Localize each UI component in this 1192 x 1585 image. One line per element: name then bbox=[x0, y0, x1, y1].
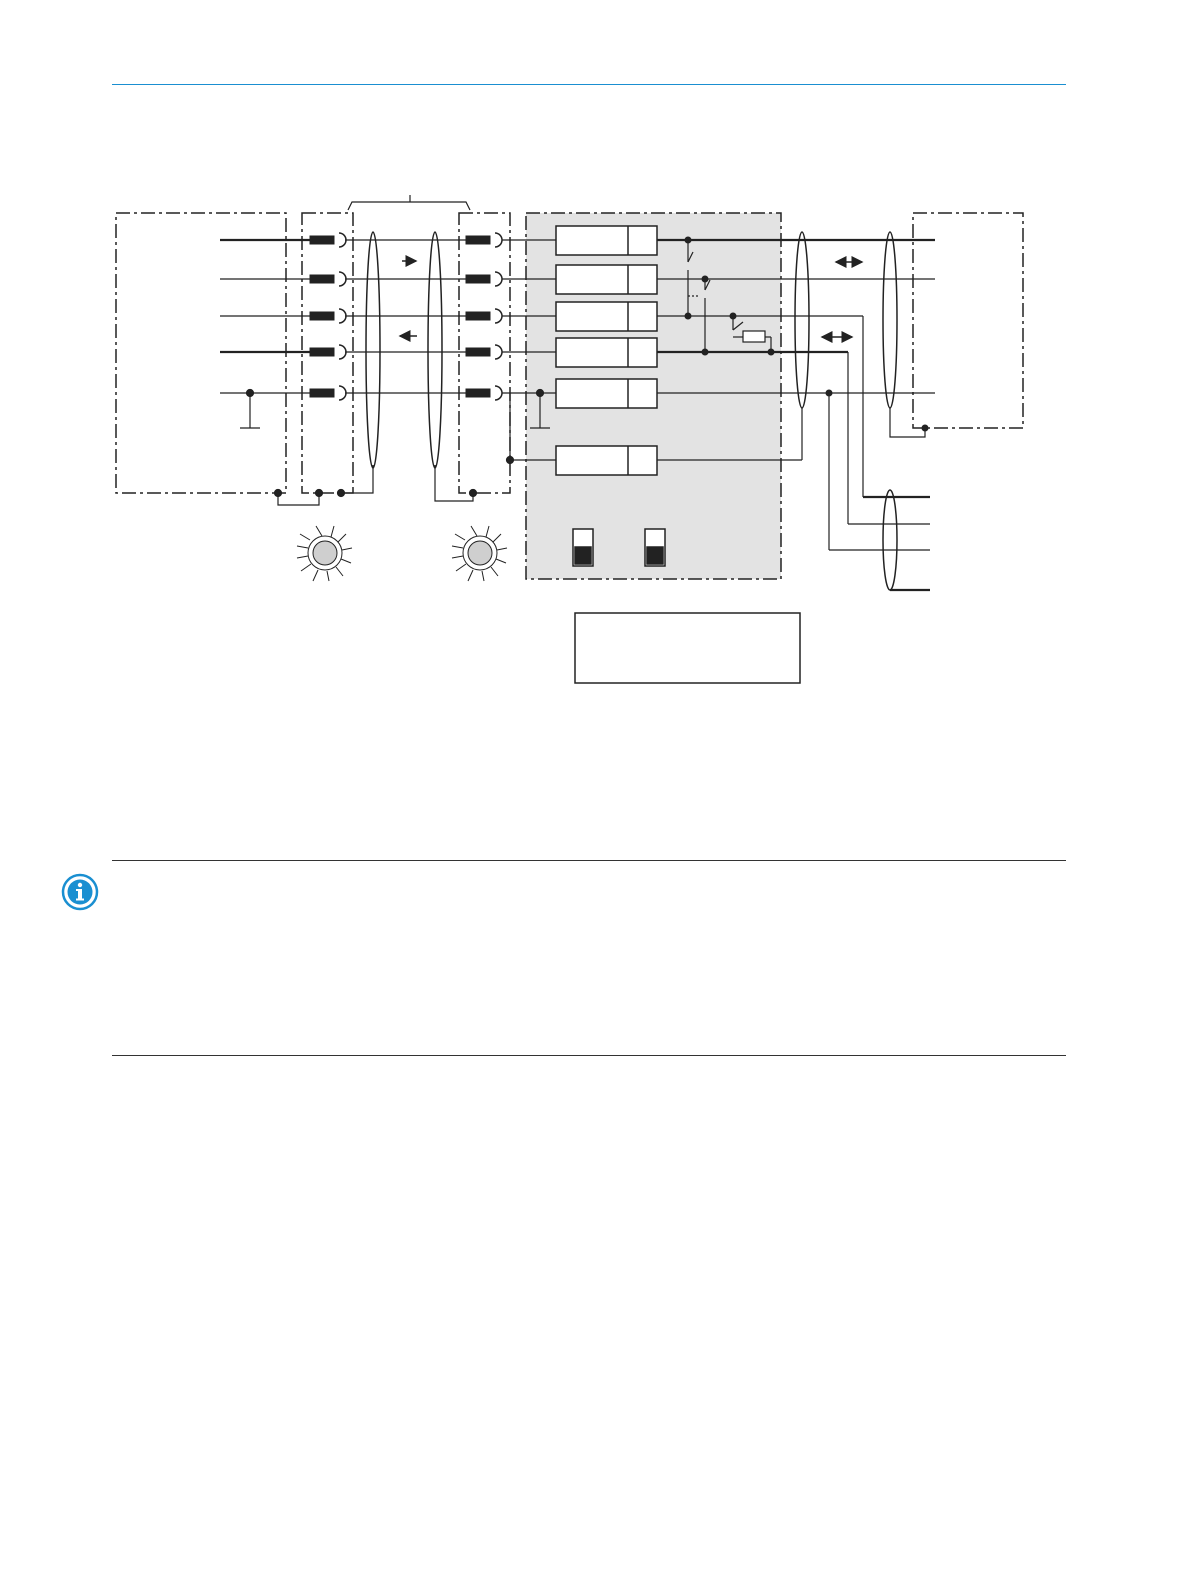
wiring-diagram bbox=[0, 0, 1192, 700]
bidirectional-arrow-icon bbox=[822, 262, 862, 337]
connector-pins-1 bbox=[310, 233, 346, 400]
info-icon bbox=[61, 873, 99, 911]
connector-pins-2 bbox=[466, 233, 502, 400]
connector-pinout-icon bbox=[297, 526, 507, 581]
caption-box bbox=[575, 613, 800, 683]
right-device-box bbox=[913, 213, 1023, 428]
cable-bracket bbox=[348, 195, 470, 210]
shield-return-wiring bbox=[275, 457, 514, 506]
signal-lines-left bbox=[220, 240, 556, 460]
note-bottom-rule bbox=[112, 1055, 1066, 1056]
direction-arrow-icon bbox=[400, 261, 417, 336]
note-top-rule bbox=[112, 860, 1066, 861]
